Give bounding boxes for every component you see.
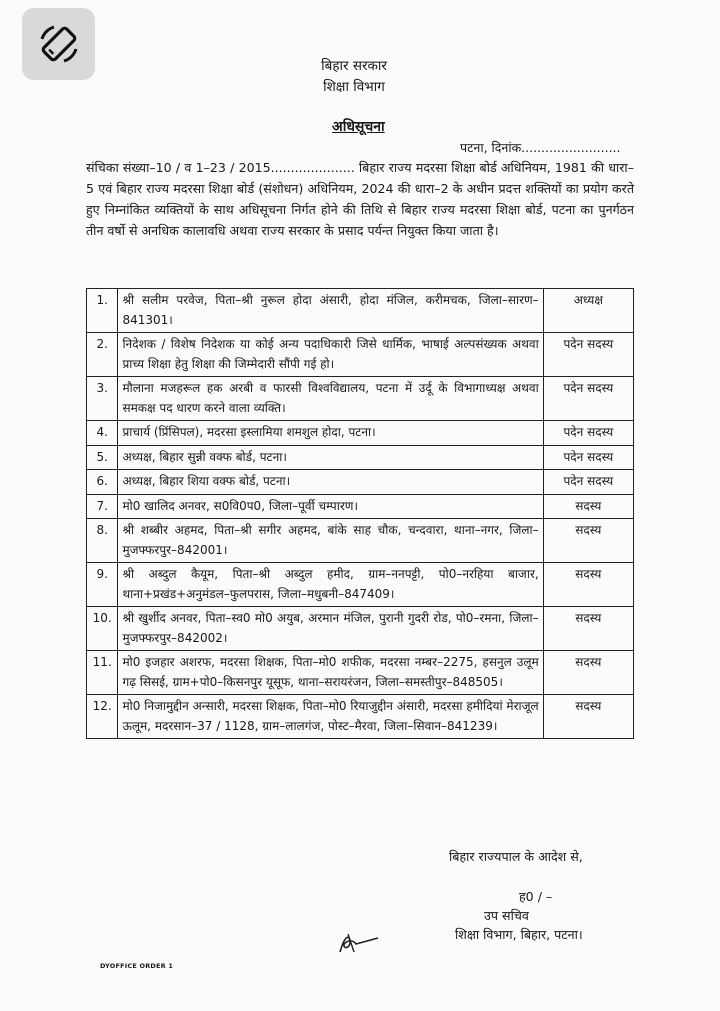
member-description: प्राचार्य (प्रिंसिपल), मदरसा इस्लामिया शमशुल होदा, पटना। xyxy=(118,421,543,446)
table-row xyxy=(87,470,634,495)
member-role: सदस्य xyxy=(543,695,633,739)
member-role: पदेन सदस्य xyxy=(543,445,633,470)
member-description: मो0 खालिद अनवर, स0वि0प0, जिला–पूर्वी चम्पारण। xyxy=(118,494,543,519)
member-role: अध्यक्ष xyxy=(543,289,633,333)
place-date: पटना, दिनांक......................... xyxy=(460,140,621,155)
member-number: 8. xyxy=(87,519,118,563)
member-number: 7. xyxy=(87,494,118,519)
table-row xyxy=(87,289,634,333)
member-description: निदेशक / विशेष निदेशक या कोई अन्य पदाधिकारी जिसे धार्मिक, भाषाई अल्पसंख्यक अथवा प्राच्य शिक्षा हेतु शिक्षा की जिम्मेदारी सौंपी गई हो। xyxy=(118,333,543,377)
member-number: 6. xyxy=(87,470,118,495)
member-role: सदस्य xyxy=(543,563,633,607)
member-number: 2. xyxy=(87,333,118,377)
member-number: 3. xyxy=(87,377,118,421)
dispatch-stamp: DYOFFICE ORDER 1 xyxy=(100,962,174,970)
table-row xyxy=(87,494,634,519)
member-role: सदस्य xyxy=(543,519,633,563)
table-row xyxy=(87,563,634,607)
member-role: पदेन सदस्य xyxy=(543,421,633,446)
member-description: अध्यक्ष, बिहार शिया वक्फ बोर्ड, पटना। xyxy=(118,470,543,495)
member-description: श्री शब्बीर अहमद, पिता–श्री सगीर अहमद, बांके साह चौक, चन्दवारा, थाना–नगर, जिला–मुजफ्फरपुर–842001। xyxy=(118,519,543,563)
members-table xyxy=(86,288,634,739)
member-number: 9. xyxy=(87,563,118,607)
member-role: सदस्य xyxy=(543,494,633,519)
table-row xyxy=(87,445,634,470)
signatory-office: शिक्षा विभाग, बिहार, पटना। xyxy=(455,927,583,942)
table-row xyxy=(87,377,634,421)
table-row xyxy=(87,651,634,695)
member-description: मो0 निजामुद्दीन अन्सारी, मदरसा शिक्षक, पिता–मो0 रियाजुद्दीन अंसारी, मदरसा हमीदियां मेराजूल ऊलूम, मदरसान–37 / 1128, ग्राम–लालगंज, पोस्ट–मैरवा, जिला–सिवान–841239। xyxy=(118,695,543,739)
member-description: मो0 इजहार अशरफ, मदरसा शिक्षक, पिता–मो0 शफीक, मदरसा नम्बर–2275, हसनुल उलूम गढ़ सिसई, ग्राम+पो0–किसनपुर यूसूफ, थाना–सरायरंजन, जिला–समस्तीपुर–848505। xyxy=(118,651,543,695)
member-number: 10. xyxy=(87,607,118,651)
member-description: अध्यक्ष, बिहार सुन्नी वक्फ बोर्ड, पटना। xyxy=(118,445,543,470)
member-description: श्री खुर्शीद अनवर, पिता–स्व0 मो0 अयुब, अरमान मंजिल, पुरानी गुदरी रोड, पो0–रमना, जिला–मुजफ्फरपुर–842002। xyxy=(118,607,543,651)
government-name: बिहार सरकार xyxy=(321,58,387,74)
notification-body: संचिका संख्या–10 / व 1–23 / 2015..................... बिहार राज्य मदरसा शिक्षा बोर्ड अधिनियम, 1981 की धारा–5 एवं बिहार राज्य मदरसा शिक्षा बोर्ड (संशोधन) अधिनियम, 2024 की धारा–2 के अधीन प्रदत्त शक्तियों का प्रयोग करते हुए निम्नांकित व्यक्तियों के साथ अधिसूचना निर्गत होने की तिथि से बिहार राज्य मदरसा शिक्षा बोर्ड, पटना का पुनर्गठन तीन वर्षो से अनधिक कालावधि अथवा राज्य सरकार के प्रसाद पर्यन्त नियुक्त किया जाता है। xyxy=(86,160,634,238)
member-description: श्री अब्दुल कैयूम, पिता–श्री अब्दुल हमीद, ग्राम–ननपट्टी, पो0–नरहिया बाजार, थाना+प्रखंड+अनुमंडल–फुलपरास, जिला–मधुबनी–847409। xyxy=(118,563,543,607)
notification-title: अधिसूचना xyxy=(332,119,385,135)
signed-mark: ह0 / – xyxy=(519,889,553,904)
table-row xyxy=(87,519,634,563)
member-number: 1. xyxy=(87,289,118,333)
member-role: पदेन सदस्य xyxy=(543,333,633,377)
signatory-designation: उप सचिव xyxy=(484,908,529,923)
member-description: श्री सलीम परवेज, पिता–श्री नुरूल होदा अंसारी, होदा मंजिल, करीमचक, जिला–सारण–841301। xyxy=(118,289,543,333)
table-row xyxy=(87,607,634,651)
member-role: सदस्य xyxy=(543,607,633,651)
member-role: पदेन सदस्य xyxy=(543,470,633,495)
member-number: 12. xyxy=(87,695,118,739)
table-row xyxy=(87,695,634,739)
member-number: 4. xyxy=(87,421,118,446)
member-role: सदस्य xyxy=(543,651,633,695)
department-name: शिक्षा विभाग xyxy=(323,79,385,95)
member-number: 5. xyxy=(87,445,118,470)
table-row xyxy=(87,333,634,377)
member-role: पदेन सदस्य xyxy=(543,377,633,421)
member-description: मौलाना मजहरूल हक अरबी व फारसी विश्वविद्यालय, पटना में उर्दू के विभागाध्यक्ष अथवा समकक्ष पद धारण करने वाला व्यक्ति। xyxy=(118,377,543,421)
governor-order: बिहार राज्यपाल के आदेश से, xyxy=(449,849,583,864)
signature-mark-icon xyxy=(334,930,382,960)
member-number: 11. xyxy=(87,651,118,695)
table-row xyxy=(87,421,634,446)
